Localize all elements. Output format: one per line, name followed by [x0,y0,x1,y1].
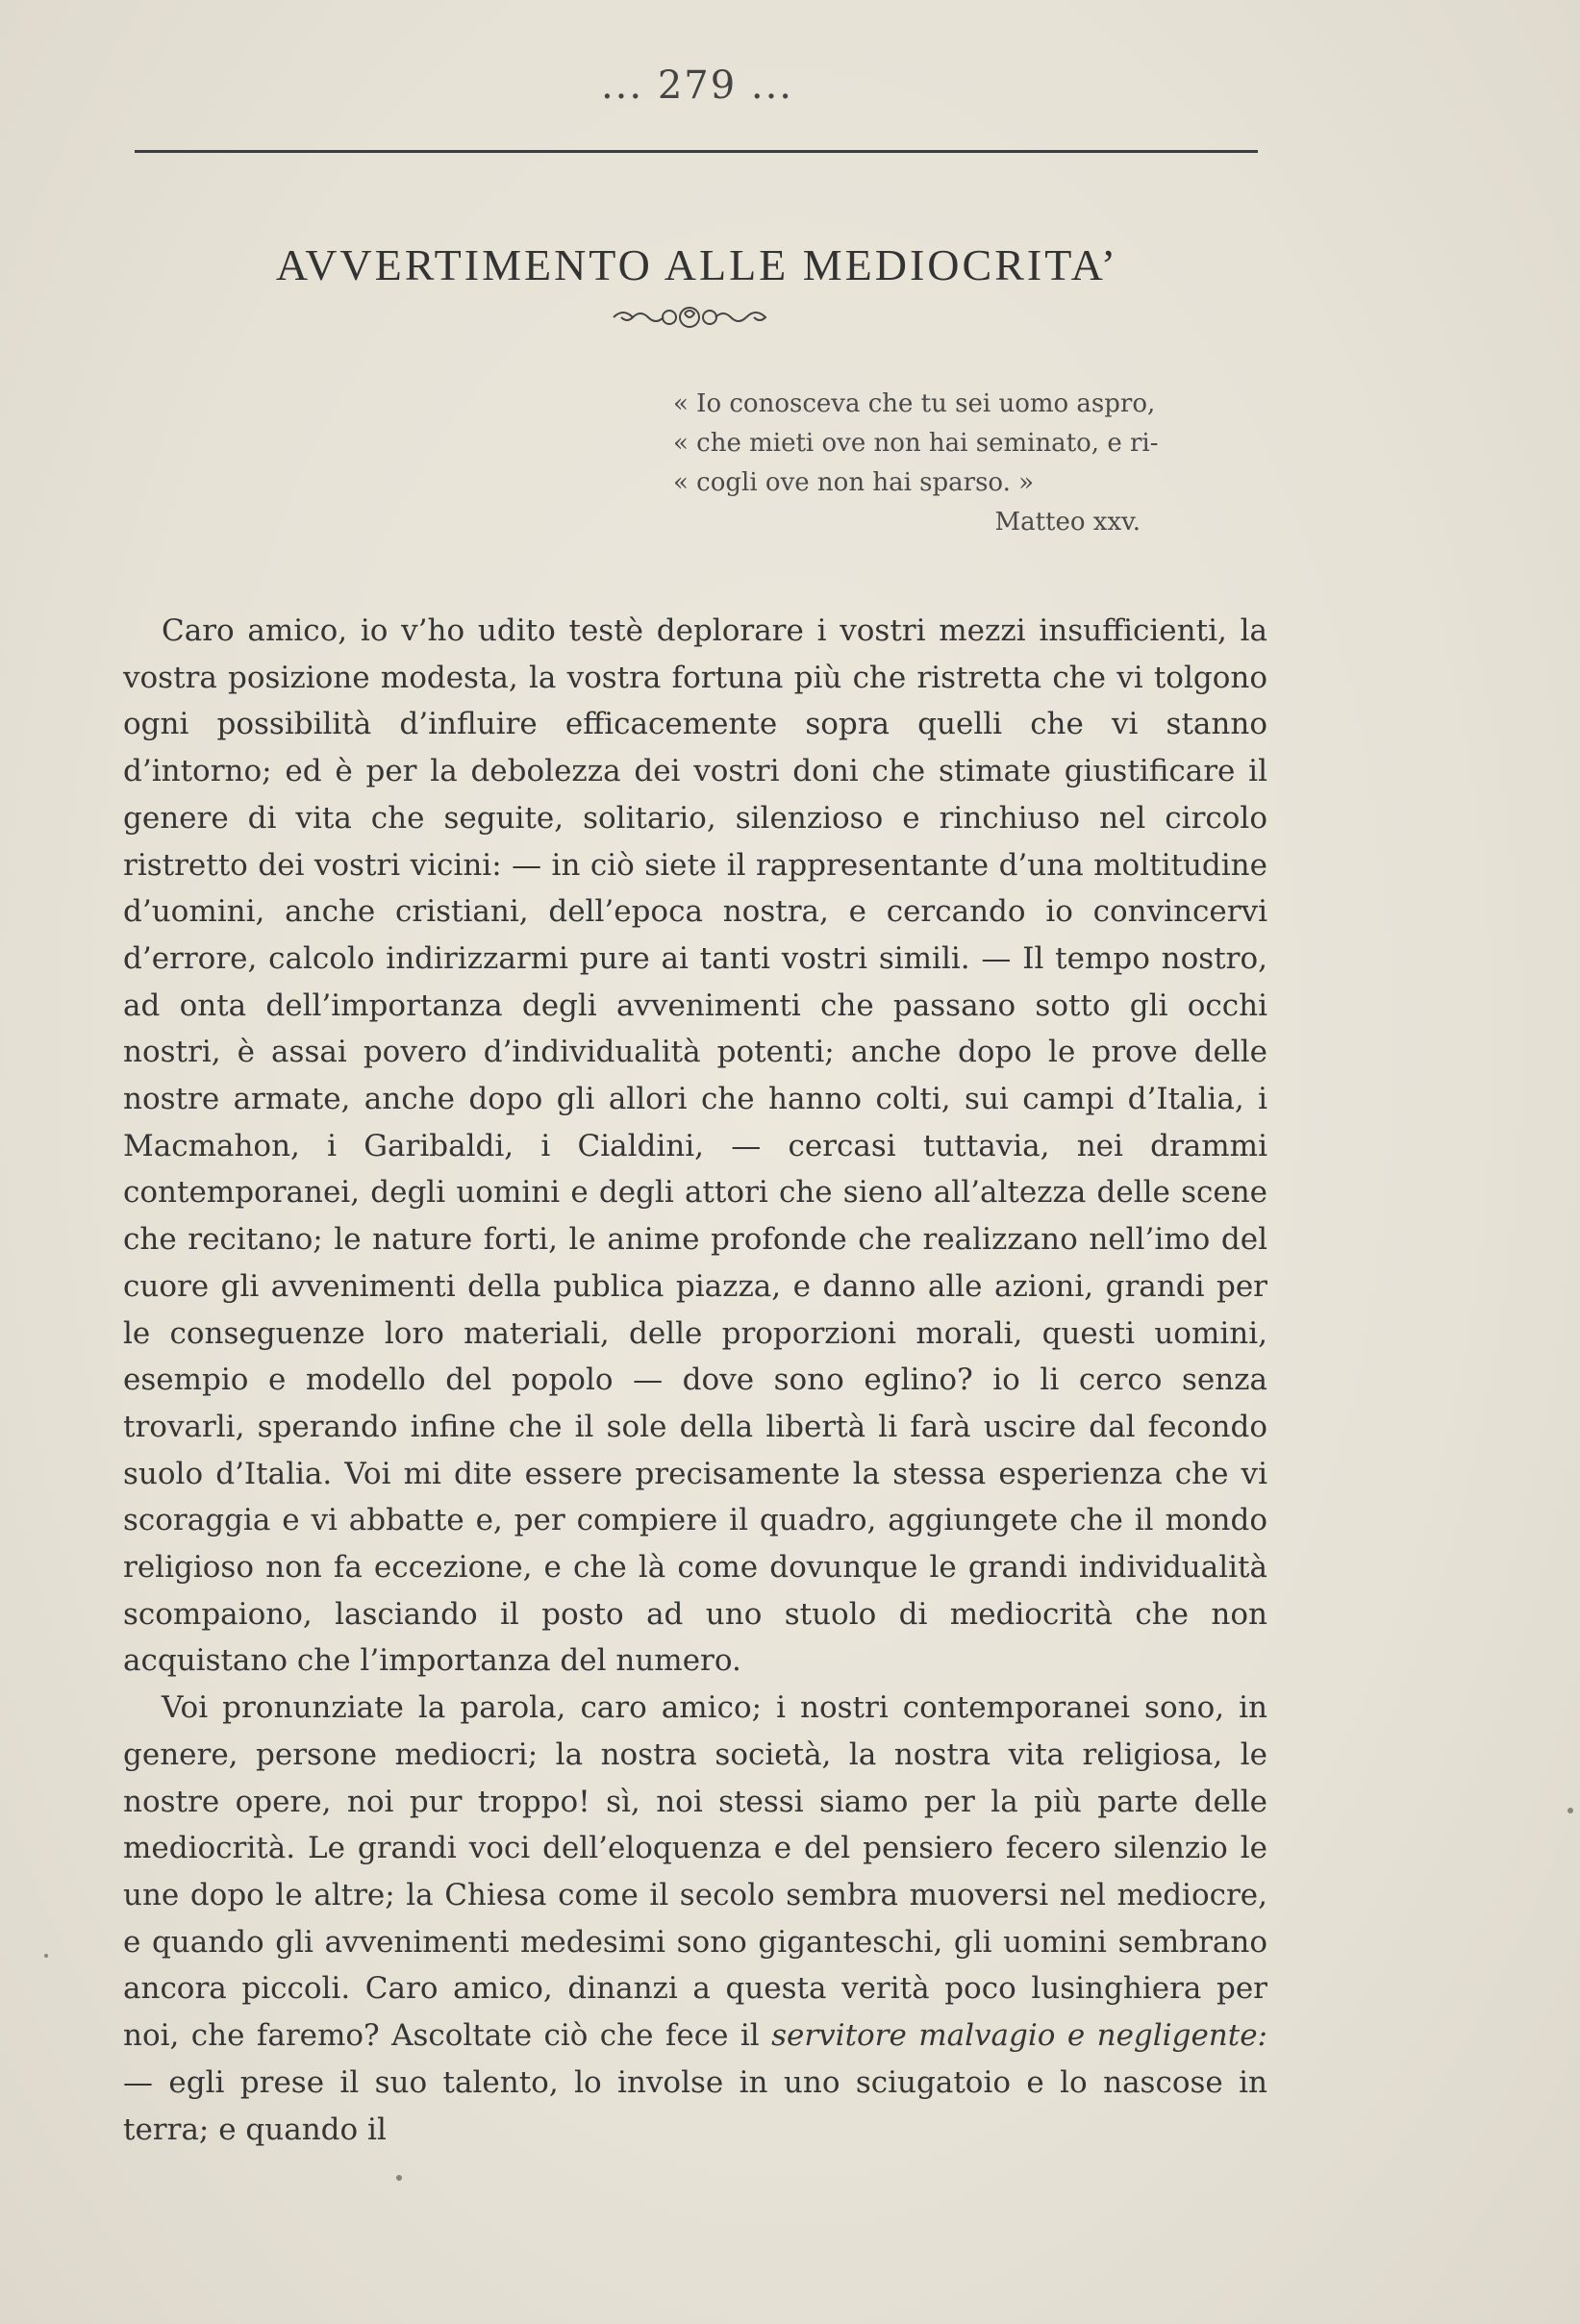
paper-speck [44,1954,48,1958]
paper-speck [396,2175,402,2181]
italic-phrase: servitore malvagio e negligente: [771,2018,1268,2054]
paragraph [123,1685,1267,2153]
epigraph-line: « che mieti ove non hai seminato, e ri- [673,429,1159,458]
epigraph [673,385,1279,542]
header-rule [135,150,1258,153]
paper-speck [1567,1808,1573,1813]
paragraph-text: Voi pronunziate la parola, caro amico; i nostri contemporanei sono, in genere, persone mediocri; la nostra società, la nostra vita religiosa, le nostre opere, noi pur troppo! sì, noi stessi siamo per la più parte delle mediocrità. Le grandi voci dell’eloquenza e del pensiero fecero silenzio le une dopo le altre; la Chiesa come il secolo sembra muoversi nel mediocre, e quando gli avvenimenti medesimi sono giganteschi, gli uomini sembrano ancora piccoli. Caro amico, dinanzi a questa verità poco lusinghiera per noi, che faremo? Ascoltate ciò che fece il [123,1690,1267,2054]
epigraph-line: « cogli ove non hai sparso. » [673,468,1035,497]
article-title: AVVERTIMENTO ALLE MEDIOCRITA’ [275,239,1119,289]
paragraph: Caro amico, io v’ho udito testè deplorare i vostri mezzi insufficienti, la vostra posizione modesta, la vostra fortuna più che ristretta che vi tolgono ogni possibilità d’influire efficacemente sopra quelli che vi stanno d’intorno; ed è per la debolezza dei vostri doni che stimate giustificare il genere di vita che seguite, solitario, silenzioso e rinchiuso nel circolo ristretto dei vostri vicini: — in ciò siete il rappresentante d’una moltitudine d’uomini, anche cristiani, dell’epoca nostra, e cercando io convincervi d’errore, calcolo indirizzarmi pure ai tanti vostri simili. — Il tempo nostro, ad onta dell’importanza degli avvenimenti che passano sotto gli occhi nostri, è assai povero d’individualità potenti; anche dopo le prove delle nostre armate, anche dopo gli allori che hanno colti, sui campi d’Italia, i Macmahon, i Garibaldi, i Cialdini, — cercasi tuttavia, nei drammi contemporanei, degli uomini e degli attori che sieno all’altezza delle scene che recitano; le nature forti, le anime profonde che realizzano nell’imo del cuore gli avvenimenti della publica piazza, e danno alle azioni, grandi per le conseguenze loro materiali, delle proporzioni morali, questi uomini, esempio e modello del popolo — dove sono eglino? io li cerco senza trovarli, sperando infine che il sole della libertà li farà uscire dal fecondo suolo d’Italia. Voi mi dite essere precisamente la stessa esperienza che vi scoraggia e vi abbatte e, per compiere il quadro, aggiungete che il mondo religioso non fa eccezione, e che là come dovunque le grandi individualità scompaiono, lasciando il posto ad uno stuolo di mediocrità che non acquistano che l’importanza del numero. [123,613,1267,1679]
article-body [123,608,1267,2153]
epigraph-citation: Matteo xxv. [994,508,1141,537]
decorative-flourish-icon [610,300,769,335]
epigraph-line: « Io conosceva che tu sei uomo aspro, [673,389,1156,418]
paragraph-text: — egli prese il suo talento, lo involse in uno sciugatoio e lo nascose in terra; e quando il [123,2064,1267,2147]
page-number: ... 279 ... [600,63,794,108]
